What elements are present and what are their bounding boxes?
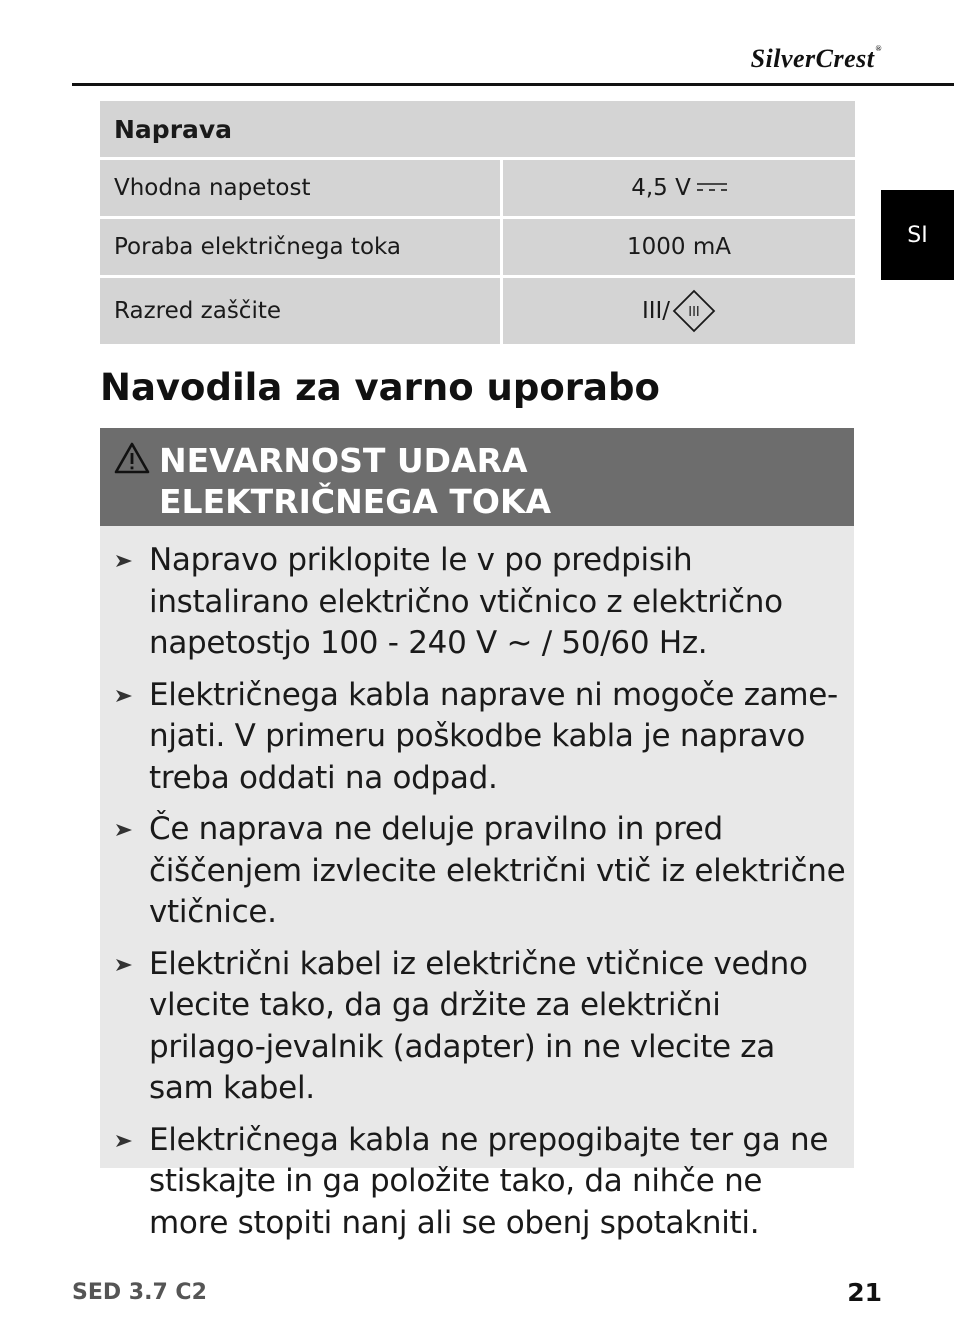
list-item [100, 1120, 846, 1245]
registered-mark: ® [875, 44, 882, 53]
header-rule [72, 83, 954, 86]
list-item [100, 675, 846, 800]
language-code: SI [907, 222, 928, 248]
input-voltage-value: 4,5 V [631, 175, 691, 201]
bullet-arrow-icon [116, 823, 132, 837]
spec-label: Razred zaščite [100, 278, 503, 344]
table-row [100, 219, 855, 278]
table-row [100, 278, 855, 344]
protection-class-iii-icon [672, 289, 716, 333]
list-item-text: Električnega kabla ne prepogibajte ter ga ne stiskajte in ga položite tako, da nihče ne more stopiti nanj ali se obenj spotakniti. [149, 1121, 829, 1241]
footer-model-number: SED 3.7 C2 [72, 1280, 207, 1305]
list-item-text: Električnega kabla naprave ni mogoče zame-njati. V primeru poškodbe kabla je napravo treba oddati na odpad. [149, 676, 838, 796]
bullet-arrow-icon [116, 554, 132, 568]
list-item [100, 540, 846, 665]
safety-instructions-list [100, 526, 854, 1244]
spec-value [503, 160, 855, 219]
list-item-text: Če naprava ne deluje pravilno in pred čiščenjem izvlecite električni vtič iz električne vtičnice. [149, 811, 846, 930]
language-tab [881, 190, 954, 280]
bullet-arrow-icon [116, 1134, 132, 1148]
direct-current-icon [697, 182, 727, 192]
list-item [100, 944, 846, 1110]
warning-triangle-icon [114, 442, 150, 474]
protection-symbol-text: III [688, 305, 700, 320]
spec-value: 1000 mA [503, 219, 855, 278]
protection-class-value: III/ [641, 298, 671, 324]
spec-label: Poraba električnega toka [100, 219, 503, 278]
brand-logo [751, 44, 882, 74]
spec-table-heading: Naprava [100, 101, 855, 160]
bullet-arrow-icon [116, 689, 132, 703]
spec-value [503, 278, 855, 344]
warning-box [100, 428, 854, 1241]
warning-title: NEVARNOST UDARA ELEKTRIČNEGA TOKA [159, 441, 552, 521]
brand-name: SilverCrest [750, 44, 875, 73]
page-number: 21 [847, 1278, 882, 1307]
list-item [100, 809, 846, 934]
table-row [100, 160, 855, 219]
section-title: Navodila za varno uporabo [100, 366, 660, 409]
spec-label: Vhodna napetost [100, 160, 503, 219]
bullet-arrow-icon [116, 958, 132, 972]
list-item-text: Električni kabel iz električne vtičnice vedno vlecite tako, da ga držite za električni prilago-jevalnik (adapter) in ne vlecite za sam kabel. [149, 945, 808, 1106]
device-spec-table [100, 101, 855, 344]
warning-header [100, 428, 854, 526]
list-item-text: Napravo priklopite le v po predpisih instalirano električno vtičnico z električno napetostjo 100 - 240 V ~ / 50/60 Hz. [149, 542, 783, 661]
